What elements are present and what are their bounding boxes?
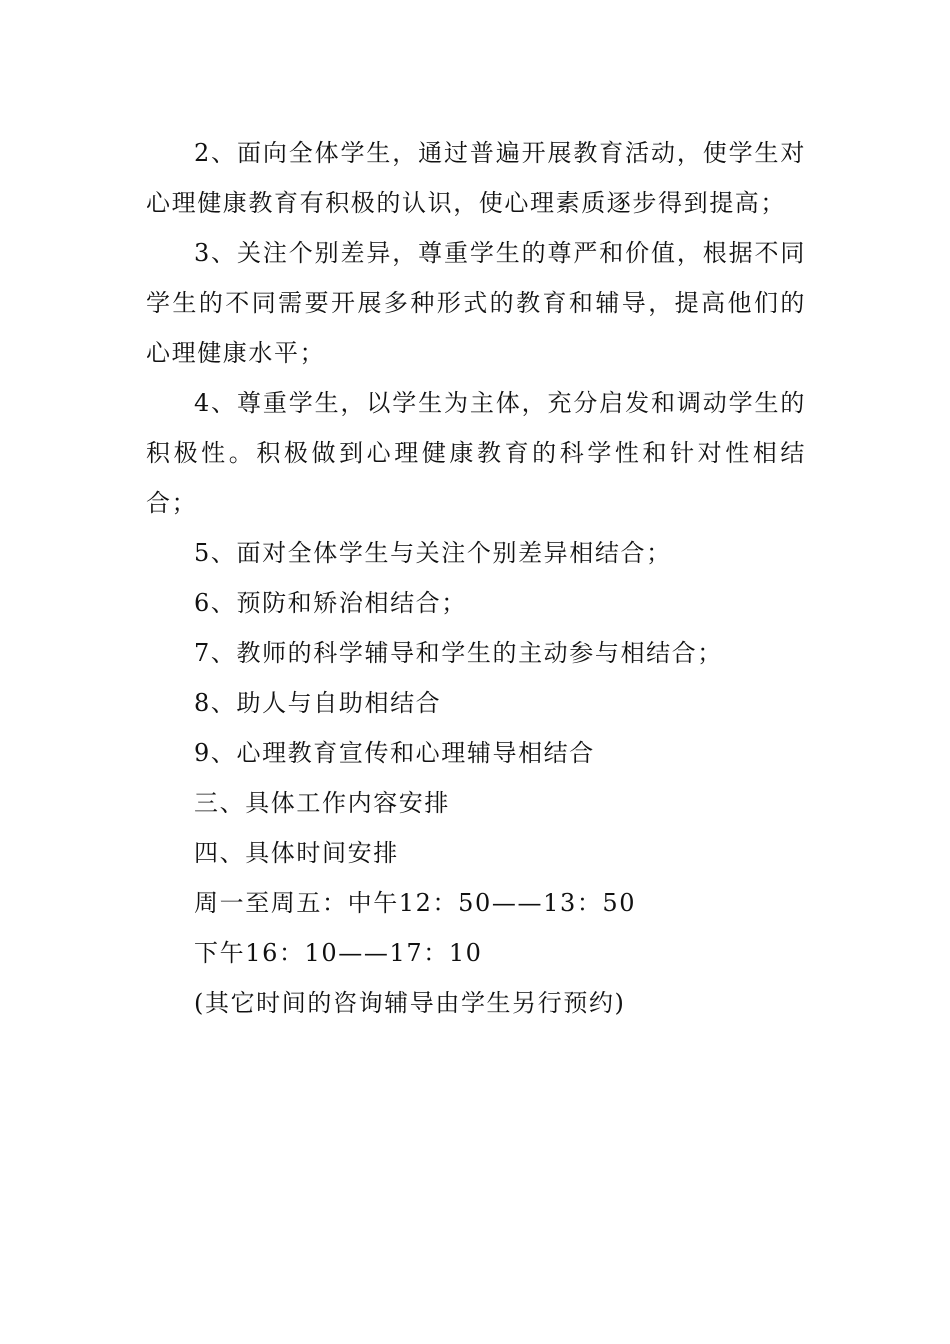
paragraph-item-3: 3、关注个别差异，尊重学生的尊严和价值，根据不同学生的不同需要开展多种形式的教育和辅导，提高他们的心理健康水平； xyxy=(146,239,806,367)
section-heading-work-content: 三、具体工作内容安排 xyxy=(194,789,450,817)
schedule-note: (其它时间的咨询辅导由学生另行预约) xyxy=(194,989,626,1017)
schedule-noon: 周一至周五：中午12：50——13：50 xyxy=(194,889,637,917)
paragraph-item-5: 5、面对全体学生与关注个别差异相结合； xyxy=(194,539,672,567)
paragraph-item-2: 2、面向全体学生，通过普遍开展教育活动，使学生对心理健康教育有积极的认识，使心理素质逐步得到提高； xyxy=(146,139,806,217)
schedule-afternoon: 下午16：10——17：10 xyxy=(194,939,483,967)
document-body xyxy=(146,128,806,1028)
paragraph-item-4: 4、尊重学生，以学生为主体，充分启发和调动学生的积极性。积极做到心理健康教育的科学性和针对性相结合； xyxy=(146,389,806,517)
paragraph-item-7: 7、教师的科学辅导和学生的主动参与相结合； xyxy=(194,639,723,667)
paragraph-item-9: 9、心理教育宣传和心理辅导相结合 xyxy=(194,739,595,767)
section-heading-schedule: 四、具体时间安排 xyxy=(194,839,399,867)
paragraph-item-8: 8、助人与自助相结合 xyxy=(194,689,442,717)
paragraph-item-6: 6、预防和矫治相结合； xyxy=(194,589,467,617)
